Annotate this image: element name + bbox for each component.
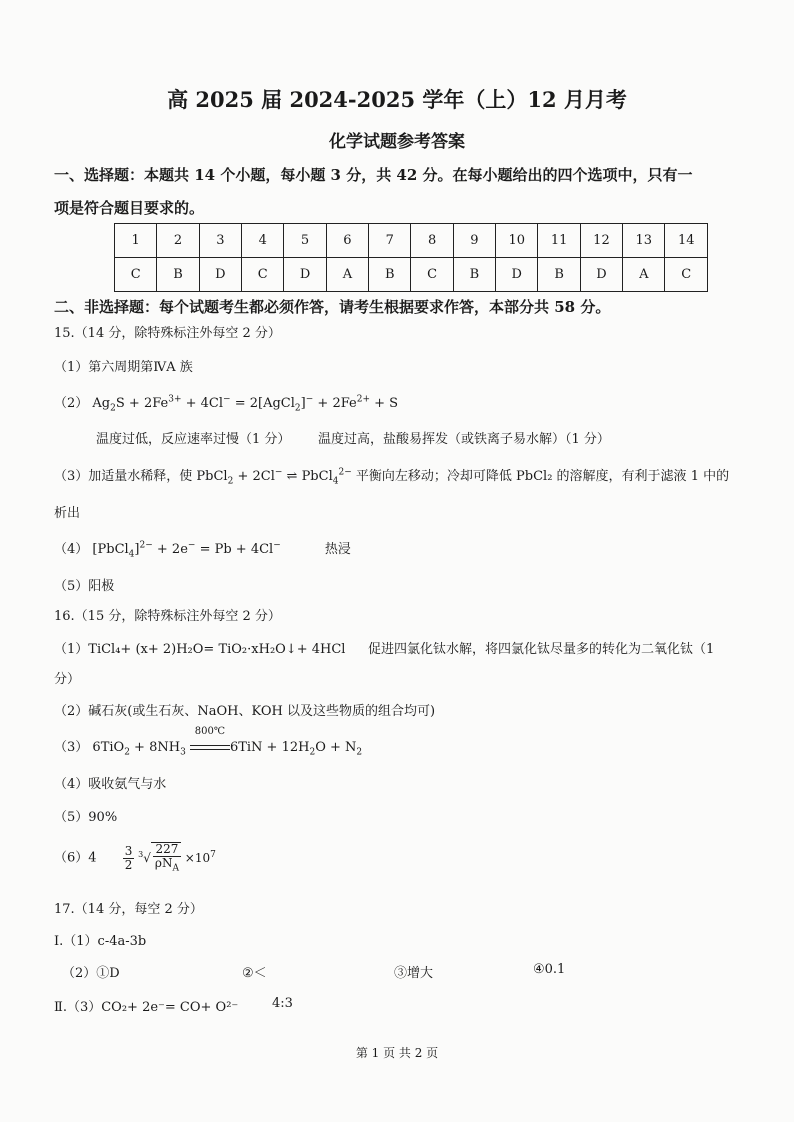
- question-number-cell: 12: [580, 224, 622, 258]
- question-number-cell: 2: [157, 224, 199, 258]
- answer-cell: D: [580, 258, 622, 292]
- answer-cell: C: [115, 258, 157, 292]
- answer-cell: A: [326, 258, 368, 292]
- answer-cell: B: [453, 258, 495, 292]
- q17-part2-ratio: 4:3: [272, 996, 293, 1011]
- q15-answer-2: [54, 392, 398, 414]
- q16-answer-6-formula: $\frac{3}{2}$ $^3$√ $\frac{227}{\rho N_A}$ $\times 10^7$: [124, 842, 216, 874]
- page-footer: 第 1 页 共 2 页: [355, 1046, 439, 1060]
- q16-answer-1-note: 促进四氯化钛水解，将四氯化钛尽量多的转化为二氧化钛（1: [368, 642, 715, 657]
- question-number-cell: 13: [623, 224, 665, 258]
- page-subtitle: 化学试题参考答案: [329, 132, 465, 152]
- question-number-cell: 9: [453, 224, 495, 258]
- question-number-cell: 3: [199, 224, 241, 258]
- q17-header: 17.（14 分，每空 2 分）: [54, 902, 203, 917]
- q16-answer-2: （2）碱石灰(或生石灰、NaOH、KOH 以及这些物质的组合均可): [54, 704, 436, 719]
- question-number-cell: 8: [411, 224, 453, 258]
- q15-header: 15.（14 分，除特殊标注外每空 2 分）: [54, 326, 281, 341]
- q17-part2-answer-3: Ⅱ.（3）CO₂+ 2e⁻= CO+ O²⁻: [54, 1000, 239, 1015]
- answer-cell: A: [623, 258, 665, 292]
- answer-cell: B: [369, 258, 411, 292]
- q17-part1-answer-1: Ⅰ.（1）c-4a-3b: [54, 934, 147, 949]
- question-number-cell: 7: [369, 224, 411, 258]
- question-number-cell: 10: [496, 224, 538, 258]
- section1-heading-line2: 项是符合题目要求的。: [54, 199, 205, 217]
- q15-answer-5: （5）阳极: [54, 579, 115, 594]
- q16-answer-3-equation: $6TiO_2 + 8NH_3$ 800℃ $6TiN + 12H_2O + N_2$: [92, 726, 363, 758]
- answer-table-number-row: [115, 224, 708, 258]
- q15-answer-4-equation: [PbCl$_4$]$^{2-}$ + 2e− = Pb + 4Cl−: [92, 540, 281, 560]
- answer-cell: C: [411, 258, 453, 292]
- q16-answer-1-eq: （1）TiCl₄+ (x+ 2)H₂O= TiO₂·xH₂O↓+ 4HCl: [54, 642, 346, 657]
- question-number-cell: 11: [538, 224, 580, 258]
- q16-answer-5: （5）90%: [54, 810, 118, 825]
- section1-heading-line1: 一、选择题：本题共 14 个小题，每小题 3 分，共 42 分。在每小题给出的四个选项中，只有一: [54, 166, 693, 184]
- answer-cell: B: [538, 258, 580, 292]
- q16-answer-1-cont: 分）: [54, 672, 81, 687]
- answer-cell: C: [665, 258, 708, 292]
- answer-table: [114, 223, 708, 292]
- q15-answer-3-prefix: （3）加适量水稀释，使 PbCl: [54, 469, 228, 484]
- q15-answer-2-note-low: 温度过低，反应速率过慢（1 分）: [96, 432, 291, 447]
- q16-header: 16.（15 分，除特殊标注外每空 2 分）: [54, 609, 281, 624]
- answer-cell: D: [284, 258, 326, 292]
- q16-answer-3-label: （3）: [54, 740, 89, 755]
- q16-answer-4: （4）吸收氨气与水: [54, 777, 167, 792]
- q15-answer-4: [54, 538, 351, 560]
- page-title: 高 2025 届 2024-2025 学年（上）12 月月考: [167, 87, 627, 112]
- q17-part1-answer-2c: ③增大: [394, 966, 434, 981]
- q15-answer-4-note: 热浸: [324, 542, 351, 557]
- q15-answer-1: （1）第六周期第ⅣA 族: [54, 360, 193, 375]
- q15-answer-2-equation: $Ag_2S + 2Fe^{3+} + 4Cl^-$ = 2[AgCl$_2$]− + $2Fe^{2+} + S$: [92, 394, 399, 414]
- q15-answer-2-label: （2）: [54, 396, 89, 411]
- question-number-cell: 5: [284, 224, 326, 258]
- reaction-condition-arrow: [190, 726, 230, 755]
- question-number-cell: 14: [665, 224, 708, 258]
- question-number-cell: 6: [326, 224, 368, 258]
- answer-cell: B: [157, 258, 199, 292]
- q17-part1-answer-2b: ②＜: [242, 966, 267, 981]
- q15-answer-3: （3）加适量水稀释，使 PbCl$_2$ + 2Cl− ⇌ PbCl$_4^{2-}$ 平衡向左移动；冷却可降低 PbCl₂ 的溶解度，有利于滤液 1 中的: [54, 467, 730, 487]
- section2-heading: 二、非选择题：每个试题考生都必须作答，请考生根据要求作答，本部分共 58 分。: [54, 298, 611, 316]
- q16-answer-6-label: （6）4: [54, 850, 97, 866]
- q17-part1-answer-2d: ④0.1: [533, 962, 566, 977]
- q15-answer-2-note-high: 温度过高，盐酸易挥发（或铁离子易水解）（1 分）: [318, 432, 610, 447]
- q15-answer-3-cont: 析出: [54, 506, 81, 521]
- answer-cell: C: [242, 258, 284, 292]
- q16-answer-6: [54, 842, 216, 874]
- answer-table-answer-row: [115, 258, 708, 292]
- q16-answer-3: [54, 726, 363, 758]
- q17-part1-answer-2a: （2）①D: [62, 966, 120, 981]
- q15-answer-3-suffix: 平衡向左移动；冷却可降低 PbCl₂ 的溶解度，有利于滤液 1 中的: [355, 469, 730, 484]
- reaction-condition: 800℃: [194, 726, 226, 737]
- question-number-cell: 4: [242, 224, 284, 258]
- answer-cell: D: [496, 258, 538, 292]
- q15-answer-4-label: （4）: [54, 542, 89, 557]
- question-number-cell: 1: [115, 224, 157, 258]
- answer-cell: D: [199, 258, 241, 292]
